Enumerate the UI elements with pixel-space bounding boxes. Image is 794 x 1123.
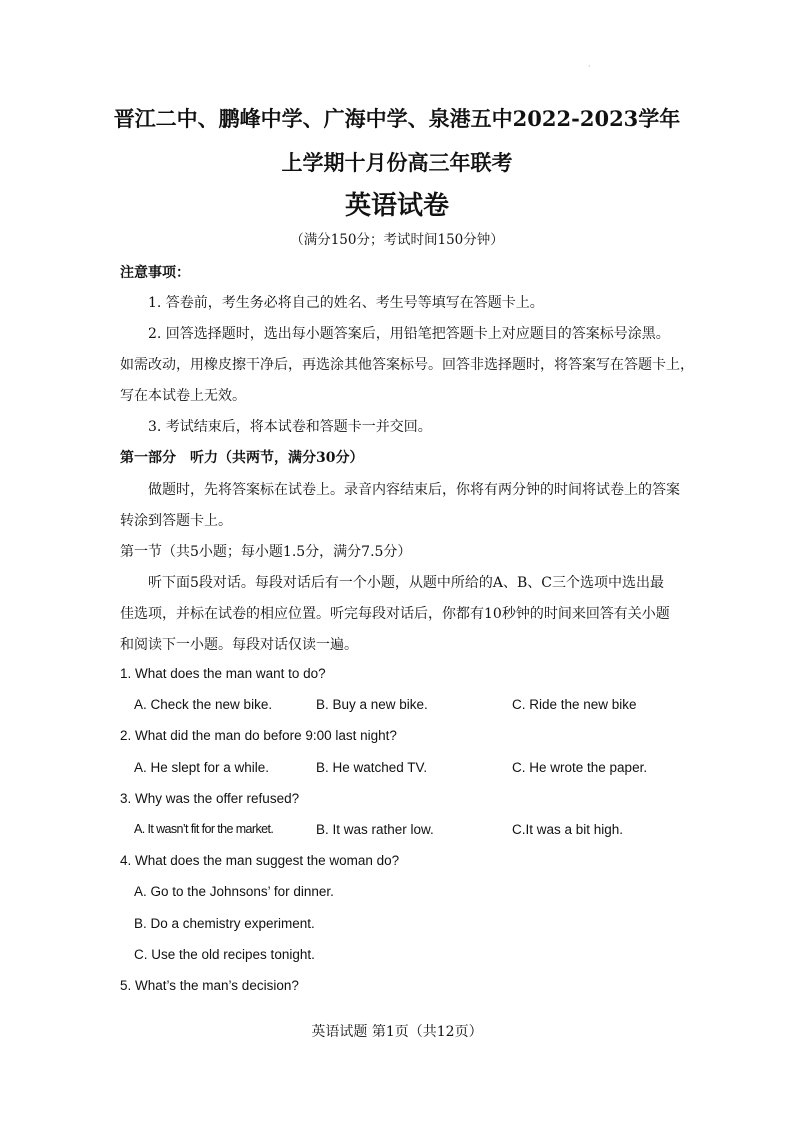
notice-heading: 注意事项： [120, 265, 190, 281]
notice-item-3: 3. 考试结束后，将本试卷和答题卡一并交回。 [148, 419, 432, 435]
notice-item-2-line-1: 2. 回答选择题时，选出每小题答案后，用铅笔把答题卡上对应题目的答案标号涂黑。 [148, 326, 670, 342]
part1-intro-line-1: 做题时，先将答案标在试卷上。录音内容结束后，你将有两分钟的时间将试卷上的答案 [148, 482, 680, 498]
page-dot: · [588, 62, 591, 71]
page-title: 英语试卷 [344, 191, 449, 221]
question-4-stem: 4. What does the man suggest the woman do? [120, 853, 400, 868]
question-4-option-b: B. Do a chemistry experiment. [134, 916, 315, 931]
question-1-option-b: B. Buy a new bike. [316, 697, 428, 712]
part1-heading: 第一部分 听力（共两节，满分30分） [120, 450, 364, 466]
section1-heading: 第一节（共5小题；每小题1.5分，满分7.5分） [120, 544, 412, 560]
notice-item-1: 1. 答卷前，考生务必将自己的姓名、考生号等填写在答题卡上。 [148, 295, 544, 311]
question-5-stem: 5. What’s the man’s decision? [120, 978, 299, 993]
question-1-option-a: A. Check the new bike. [134, 697, 273, 712]
question-2-option-a: A. He slept for a while. [134, 760, 270, 775]
question-3-option-b: B. It was rather low. [316, 822, 434, 837]
question-1-stem: 1. What does the man want to do? [120, 666, 326, 681]
question-3-option-a: A. It wasn’t fit for the market. [134, 822, 274, 836]
exam-duration-note: （满分150分；考试时间150分钟） [290, 232, 504, 248]
question-4-option-a: A. Go to the Johnsons’ for dinner. [134, 884, 334, 899]
notice-item-2-line-3: 写在本试卷上无效。 [120, 388, 246, 404]
question-2-stem: 2. What did the man do before 9:00 last night? [120, 728, 397, 743]
page-footer: 英语试题 第1页（共12页） [311, 1024, 483, 1040]
question-1-option-c: C. Ride the new bike [512, 697, 637, 712]
question-3-option-c: C.It was a bit high. [512, 822, 624, 837]
part1-intro-line-2: 转涂到答题卡上。 [120, 513, 232, 529]
question-4-option-c: C. Use the old recipes tonight. [134, 947, 315, 962]
title-line-1: 晋江二中、鹏峰中学、广海中学、泉港五中2022-2023学年 [113, 106, 681, 131]
section1-instructions-line-3: 和阅读下一小题。每段对话仅读一遍。 [120, 637, 358, 653]
question-2-option-b: B. He watched TV. [316, 760, 428, 775]
section1-instructions-line-1: 听下面5段对话。每段对话后有一个小题，从题中所给的A、B、C三个选项中选出最 [148, 575, 665, 591]
notice-item-2-line-2: 如需改动，用橡皮擦干净后，再选涂其他答案标号。回答非选择题时，将答案写在答题卡上， [120, 357, 694, 373]
question-3-stem: 3. Why was the offer refused? [120, 791, 300, 806]
title-line-2: 上学期十月份高三年联考 [281, 150, 513, 175]
section1-instructions-line-2: 佳选项，并标在试卷的相应位置。听完每段对话后，你都有10秒钟的时间来回答有关小题 [120, 606, 670, 622]
question-2-option-c: C. He wrote the paper. [512, 760, 648, 775]
